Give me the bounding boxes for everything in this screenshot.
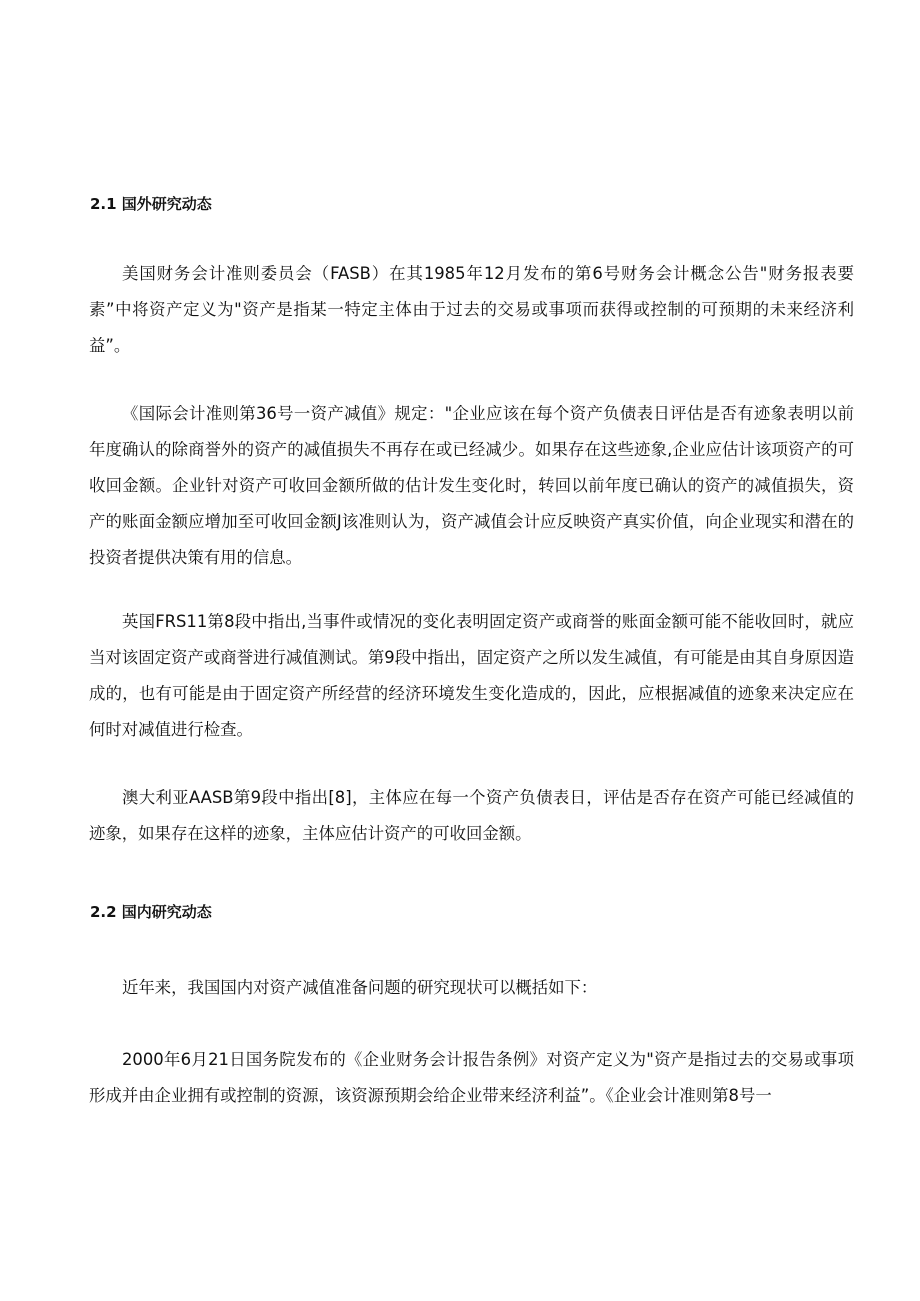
paragraph-fasb-definition: 美国财务会计准则委员会（FASB）在其1985年12月发布的第6号财务会计概念公告"财务报表要素”中将资产定义为"资产是指某一特定主体由于过去的交易或事项而获得或控制的可预期的未来经济利益”。: [89, 264, 854, 355]
section-heading-foreign-research: 2.1 国外研究动态: [90, 195, 212, 213]
paragraph-financial-report-regulation: 2000年6月21日国务院发布的《企业财务会计报告条例》对资产定义为"资产是指过去的交易或事项形成并由企业拥有或控制的资源，该资源预期会给企业带来经济利益”。《企业会计准则第8号一: [89, 1050, 854, 1105]
paragraph-ias36-impairment: 《国际会计准则第36号一资产减值》规定："企业应该在每个资产负债表日评估是否有迹象表明以前年度确认的除商誉外的资产的减值损失不再存在或已经减少。如果存在这些迹象,企业应估计该项资产的可收回金额。企业针对资产可收回金额所做的估计发生变化时，转回以前年度已确认的资产的减值损失，资产的账面金额应增加至可收回金额J该准则认为，资产减值会计应反映资产真实价值，向企业现实和潜在的投资者提供决策有用的信息。: [89, 404, 854, 567]
paragraph-uk-frs11: 英国FRS11第8段中指出,当事件或情况的变化表明固定资产或商誉的账面金额可能不能收回时，就应当对该固定资产或商誉进行减值测试。第9段中指出，固定资产之所以发生减值，有可能是由其自身原因造成的，也有可能是由于固定资产所经营的经济环境发生变化造成的，因此，应根据减值的迹象来决定应在何时对减值进行检查。: [89, 612, 854, 739]
paragraph-domestic-overview: 近年来，我国国内对资产减值准备问题的研究现状可以概括如下：: [122, 978, 598, 997]
section-heading-domestic-research: 2.2 国内研究动态: [90, 903, 212, 921]
paragraph-australia-aasb: 澳大利亚AASB第9段中指出[8]，主体应在每一个资产负债表日，评估是否存在资产可能已经减值的迹象，如果存在这样的迹象，主体应估计资产的可收回金额。: [89, 788, 854, 843]
